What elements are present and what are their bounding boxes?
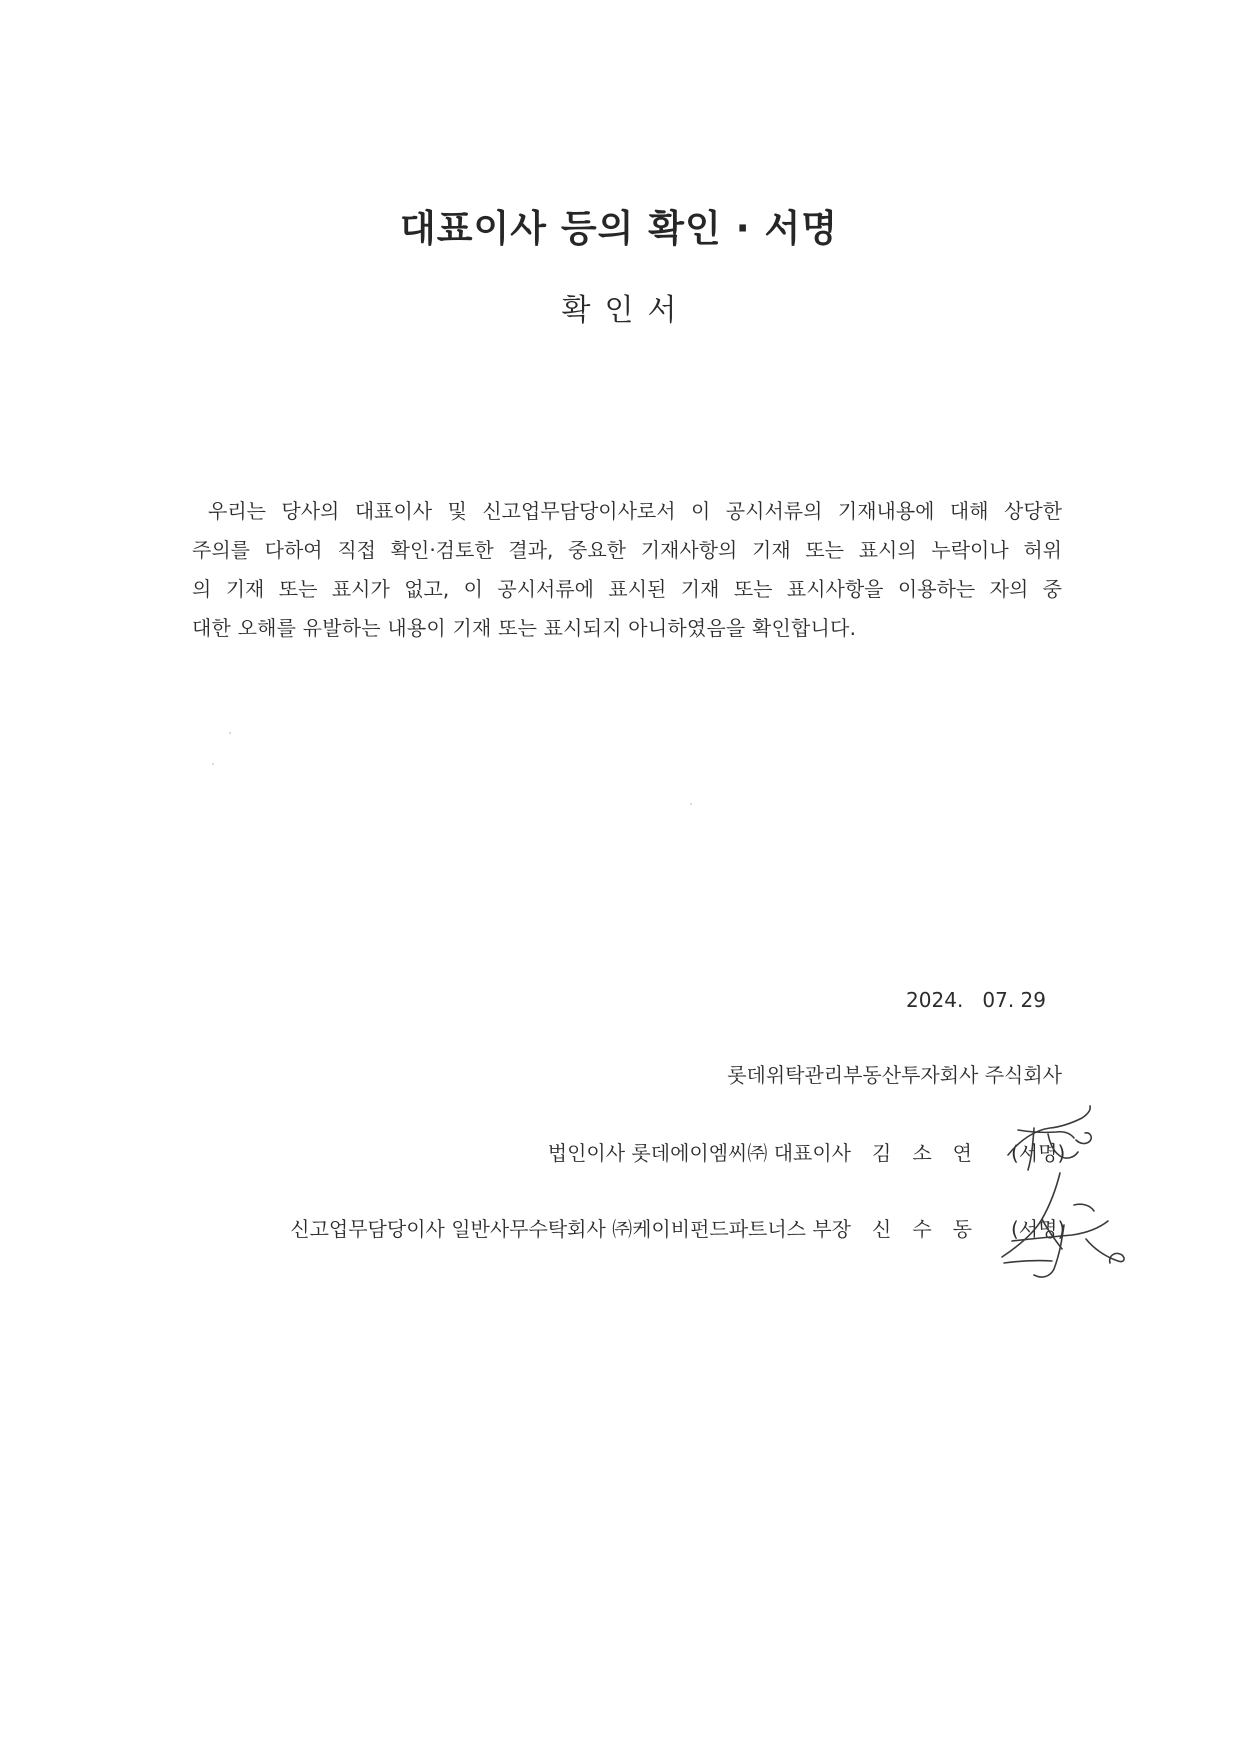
signer-name: 신수동	[872, 1217, 993, 1241]
document-subtitle: 확인서	[561, 293, 691, 328]
document-date: 2024. 07. 29	[906, 988, 1046, 1012]
signature-mark: (서명)	[1011, 1217, 1066, 1241]
scan-speck	[690, 803, 692, 805]
scan-speck	[212, 763, 214, 765]
signer-role: 법인이사 롯데에이엠씨㈜ 대표이사	[547, 1141, 851, 1165]
confirmation-statement	[192, 492, 1062, 648]
signer-role: 신고업무담당이사 일반사무수탁회사 ㈜케이비펀드파트너스 부장	[290, 1217, 851, 1241]
signer-name: 김소연	[872, 1141, 993, 1165]
handwritten-signature	[990, 1165, 1130, 1295]
statement-line: 대한 오해를 유발하는 내용이 기재 또는 표시되지 아니하였음을 확인합니다.	[192, 616, 857, 640]
company-name: 롯데위탁관리부동산투자회사 주식회사	[727, 1063, 1062, 1087]
document-title: 대표이사 등의 확인 · 서명	[399, 207, 838, 250]
statement-line: 우리는 당사의 대표이사 및 신고업무담당이사로서 이 공시서류의 기재내용에 대해 상당한	[208, 499, 1062, 523]
statement-line: 의 기재 또는 표시가 없고, 이 공시서류에 표시된 기재 또는 표시사항을 이용하는 자의 중	[192, 577, 1062, 601]
statement-line: 주의를 다하여 직접 확인·검토한 결과, 중요한 기재사항의 기재 또는 표시의 누락이나 허위	[192, 538, 1062, 562]
scan-speck	[229, 732, 231, 734]
signature-mark: (서명)	[1011, 1141, 1066, 1165]
